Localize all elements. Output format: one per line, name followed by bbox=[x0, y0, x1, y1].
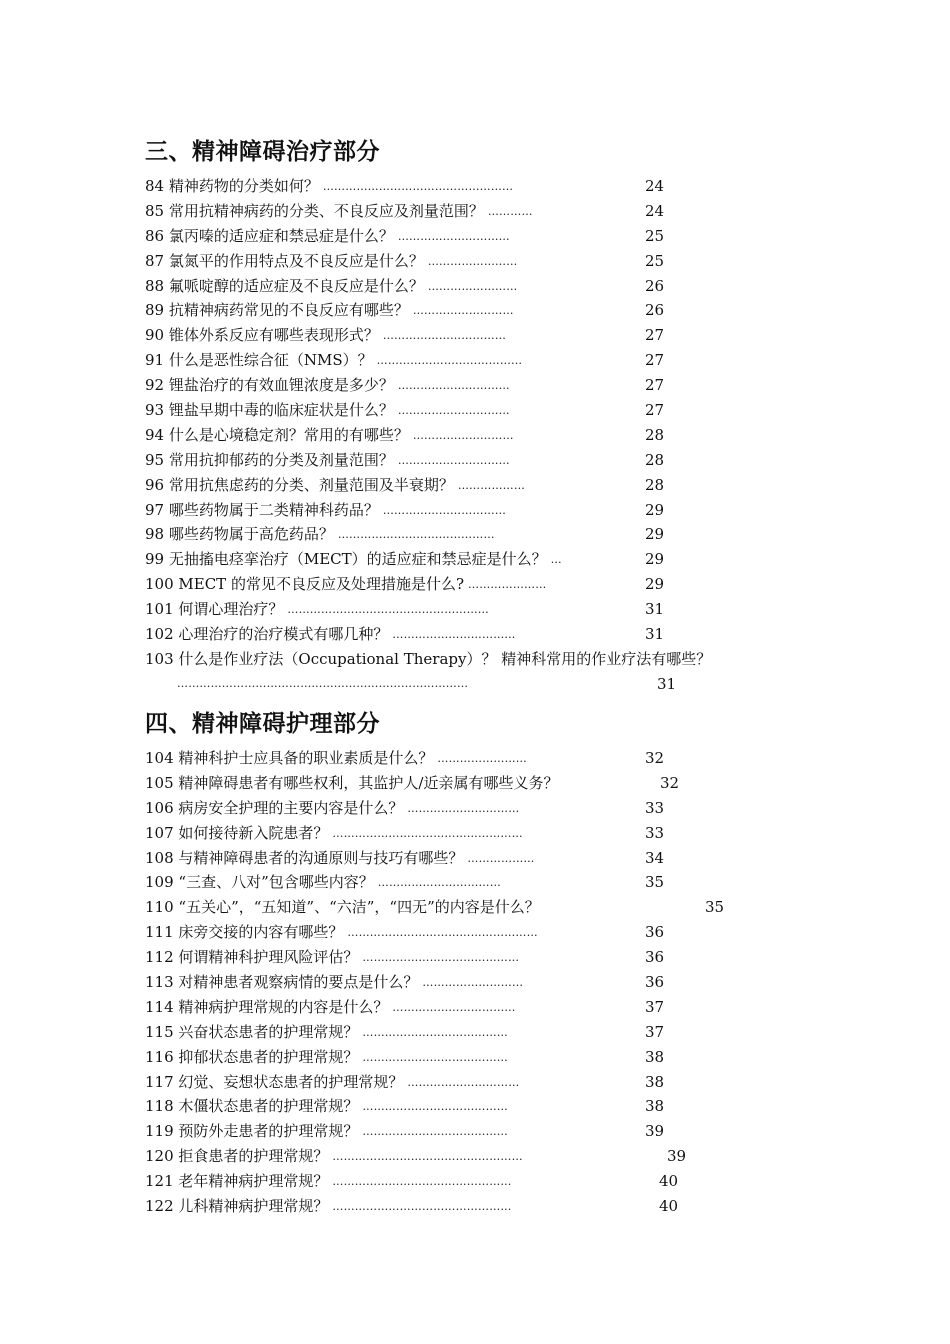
toc-entry-text: 96 常用抗焦虑药的分类、剂量范围及半衰期？ bbox=[145, 475, 454, 494]
toc-page-number: 27 bbox=[645, 351, 665, 370]
toc-entry[interactable] bbox=[145, 870, 745, 895]
toc-entry[interactable] bbox=[145, 423, 745, 448]
toc-leader-dots: ………………………………… bbox=[362, 1100, 509, 1114]
toc-list-treatment bbox=[145, 174, 745, 697]
toc-leader-dots: …………………… bbox=[437, 752, 528, 765]
toc-entry-text: 117 幻觉、妄想状态患者的护理常规？ bbox=[145, 1072, 404, 1091]
toc-entry-text: 107 如何接待新入院患者？ bbox=[145, 823, 329, 842]
toc-entry[interactable] bbox=[145, 945, 745, 970]
toc-entry[interactable] bbox=[145, 274, 745, 299]
toc-page-number: 26 bbox=[645, 276, 665, 295]
toc-entry[interactable] bbox=[145, 522, 745, 547]
toc-leader-dots: …………………… bbox=[427, 279, 518, 293]
toc-page-number: 36 bbox=[645, 948, 665, 967]
toc-entry[interactable] bbox=[145, 323, 745, 348]
toc-entry-text: 89 抗精神病药常见的不良反应有哪些？ bbox=[145, 301, 409, 320]
toc-entry-text: 93 锂盐早期中毒的临床症状是什么？ bbox=[145, 401, 394, 420]
toc-leader-dots: ………………………………………… bbox=[332, 1200, 512, 1214]
toc-entry-text: 116 抑郁状态患者的护理常规？ bbox=[145, 1047, 359, 1066]
toc-page-number: 36 bbox=[645, 923, 665, 942]
toc-entry[interactable] bbox=[145, 647, 745, 697]
toc-entry-text: 114 精神病护理常规的内容是什么？ bbox=[145, 997, 389, 1016]
toc-entry-text: 122 儿科精神病护理常规？ bbox=[145, 1197, 329, 1216]
toc-leader-dots: ………………………… bbox=[397, 379, 510, 393]
toc-page-number: 32 bbox=[645, 749, 665, 767]
toc-entry-text: 106 病房安全护理的主要内容是什么？ bbox=[145, 798, 404, 817]
toc-leader-dots: ……………… bbox=[457, 478, 526, 492]
toc-entry[interactable] bbox=[145, 224, 745, 249]
toc-list-nursing bbox=[145, 746, 745, 1219]
toc-leader-dots: ………………………… bbox=[397, 404, 510, 418]
toc-entry-text: 120 拒食患者的护理常规？ bbox=[145, 1147, 329, 1166]
toc-entry[interactable] bbox=[145, 373, 745, 398]
toc-entry-text: 118 木僵状态患者的护理常规？ bbox=[145, 1097, 359, 1116]
toc-entry-text: 90 锥体外系反应有哪些表现形式？ bbox=[145, 326, 379, 345]
toc-page-number: 27 bbox=[645, 401, 665, 420]
section-title-treatment: 三、精神障碍治疗部分 bbox=[145, 139, 380, 165]
toc-entry-text: 121 老年精神病护理常规？ bbox=[145, 1172, 329, 1191]
toc-entry[interactable] bbox=[145, 1119, 745, 1144]
toc-leader-dots: ………………………… bbox=[397, 453, 510, 467]
toc-entry[interactable] bbox=[145, 1045, 745, 1070]
toc-entry[interactable] bbox=[145, 448, 745, 473]
toc-leader-dots: …………………………………………………………………… bbox=[177, 676, 469, 690]
toc-page-number: 24 bbox=[645, 177, 665, 195]
toc-entry[interactable] bbox=[145, 1094, 745, 1119]
toc-entry-text: 87 氯氮平的作用特点及不良反应是什么？ bbox=[145, 251, 424, 270]
toc-entry-text: 103 什么是作业疗法（Occupational Therapy）？ 精神科常用的作业疗法有哪些？ bbox=[145, 649, 712, 668]
toc-entry[interactable] bbox=[145, 821, 745, 846]
toc-leader-dots: …………………………………………… bbox=[347, 926, 538, 940]
toc-leader-dots: … bbox=[550, 553, 562, 567]
toc-page-number: 38 bbox=[645, 1097, 665, 1116]
toc-entry-text: 101 何谓心理治疗？ bbox=[145, 600, 284, 619]
toc-entry[interactable] bbox=[145, 895, 745, 920]
toc-entry-text: 109 “三查、八对”包含哪些内容？ bbox=[145, 873, 374, 892]
toc-entry-text: 92 锂盐治疗的有效血锂浓度是多少？ bbox=[145, 376, 394, 395]
toc-entry-text: 97 哪些药物属于二类精神科药品？ bbox=[145, 500, 379, 519]
toc-entry[interactable] bbox=[145, 1194, 745, 1219]
toc-leader-dots: …………………………… bbox=[377, 876, 501, 890]
toc-leader-dots: ………………………… bbox=[397, 229, 510, 243]
toc-entry[interactable] bbox=[145, 771, 745, 796]
toc-leader-dots: …………………………… bbox=[382, 503, 507, 517]
toc-page-number: 35 bbox=[645, 873, 665, 892]
toc-page-number: 29 bbox=[645, 575, 665, 594]
toc-entry-text: 119 预防外走患者的护理常规？ bbox=[145, 1122, 359, 1141]
toc-entry[interactable] bbox=[145, 970, 745, 995]
toc-page-number: 39 bbox=[667, 1147, 687, 1166]
toc-entry-text: 110 “五关心”，“五知道”、“六洁”，“四无”的内容是什么？ bbox=[145, 898, 540, 917]
toc-entry[interactable] bbox=[145, 796, 745, 821]
toc-entry[interactable] bbox=[145, 398, 745, 423]
toc-page-number: 40 bbox=[659, 1172, 679, 1191]
toc-leader-dots: …………………… bbox=[427, 254, 518, 268]
toc-page-number: 29 bbox=[645, 500, 665, 519]
toc-entry[interactable] bbox=[145, 995, 745, 1020]
toc-entry-text: 104 精神科护士应具备的职业素质是什么？ bbox=[145, 749, 434, 767]
toc-page-number: 34 bbox=[645, 848, 665, 867]
toc-leader-dots: ………………………………………… bbox=[332, 1175, 512, 1189]
toc-entry-text: 95 常用抗抑郁药的分类及剂量范围？ bbox=[145, 450, 394, 469]
toc-page-number: 26 bbox=[645, 301, 665, 320]
toc-page-number: 27 bbox=[645, 326, 665, 345]
toc-leader-dots: …………………………… bbox=[392, 628, 516, 642]
toc-leader-dots: ……………………… bbox=[422, 976, 524, 990]
toc-leader-dots: …………………………………………… bbox=[332, 1150, 523, 1164]
toc-entry[interactable] bbox=[145, 348, 745, 373]
toc-page-number: 35 bbox=[705, 898, 725, 917]
toc-entry-text: 84 精神药物的分类如何？ bbox=[145, 177, 319, 195]
toc-entry[interactable] bbox=[145, 249, 745, 274]
toc-page-number: 29 bbox=[645, 550, 665, 569]
toc-leader-dots: …………………………………… bbox=[337, 528, 495, 542]
toc-leader-dots: ……………… bbox=[467, 851, 535, 865]
toc-entry-text: 85 常用抗精神病药的分类、不良反应及剂量范围？ bbox=[145, 201, 484, 220]
toc-leader-dots: ……………………… bbox=[412, 304, 514, 318]
toc-leader-dots: ………………………………… bbox=[376, 354, 523, 368]
toc-page-number: 38 bbox=[645, 1047, 665, 1066]
toc-entry[interactable] bbox=[145, 199, 745, 224]
toc-entry-text: 88 氟哌啶醇的适应症及不良反应是什么？ bbox=[145, 276, 424, 295]
toc-leader-dots: ………………………………… bbox=[362, 1025, 509, 1039]
toc-entry[interactable] bbox=[145, 498, 745, 523]
toc-page-number: 32 bbox=[660, 773, 680, 792]
toc-page-number: 28 bbox=[645, 425, 665, 444]
toc-leader-dots: ………………… bbox=[468, 578, 547, 592]
toc-entry[interactable] bbox=[145, 572, 745, 597]
toc-entry[interactable] bbox=[145, 1169, 745, 1194]
toc-leader-dots: ………… bbox=[487, 204, 533, 218]
toc-entry[interactable] bbox=[145, 597, 745, 622]
toc-entry-text: 112 何谓精神科护理风险评估？ bbox=[145, 948, 359, 967]
section-title-nursing: 四、精神障碍护理部分 bbox=[145, 711, 380, 737]
toc-entry[interactable] bbox=[145, 746, 745, 771]
toc-page-number: 37 bbox=[645, 1022, 665, 1041]
toc-page-number: 24 bbox=[645, 201, 665, 220]
toc-entry[interactable] bbox=[145, 298, 745, 323]
toc-entry[interactable] bbox=[145, 622, 745, 647]
toc-entry-text: 111 床旁交接的内容有哪些？ bbox=[145, 923, 344, 942]
toc-page-number: 28 bbox=[645, 450, 665, 469]
toc-leader-dots: ……………………………………………… bbox=[287, 603, 490, 617]
toc-entry-text: 91 什么是恶性综合征（NMS）？ bbox=[145, 351, 373, 370]
toc-leader-dots: …………………………… bbox=[382, 329, 507, 343]
toc-page-number: 29 bbox=[645, 525, 665, 544]
toc-page-number: 40 bbox=[659, 1197, 679, 1216]
toc-page-number: 25 bbox=[645, 251, 665, 270]
toc-page-number: 25 bbox=[645, 226, 665, 245]
toc-leader-dots: ……………………… bbox=[412, 428, 514, 442]
toc-page-number: 33 bbox=[645, 798, 665, 817]
toc-entry-text: 105 精神障碍患者有哪些权利，其监护人/近亲属有哪些义务？ bbox=[145, 773, 559, 792]
toc-leader-dots: ………………………… bbox=[407, 1075, 520, 1089]
toc-entry-text: 86 氯丙嗪的适应症和禁忌症是什么？ bbox=[145, 226, 394, 245]
toc-leader-dots: …………………………………… bbox=[362, 951, 520, 965]
toc-entry[interactable] bbox=[145, 1070, 745, 1095]
toc-page-number: 31 bbox=[645, 625, 665, 644]
toc-leader-dots: …………………………… bbox=[392, 1000, 516, 1014]
toc-entry-text: 108 与精神障碍患者的沟通原则与技巧有哪些？ bbox=[145, 848, 464, 867]
toc-leader-dots: ………………………………… bbox=[362, 1125, 509, 1139]
toc-entry[interactable] bbox=[145, 920, 745, 945]
toc-entry[interactable] bbox=[145, 846, 745, 871]
toc-entry[interactable] bbox=[145, 1144, 745, 1169]
toc-entry-text: 113 对精神患者观察病情的要点是什么？ bbox=[145, 973, 419, 992]
toc-entry-text: 99 无抽搐电痉挛治疗（MECT）的适应症和禁忌症是什么？ bbox=[145, 550, 547, 569]
toc-entry[interactable] bbox=[145, 473, 745, 498]
toc-page-number: 31 bbox=[657, 674, 677, 693]
toc-page-number: 28 bbox=[645, 475, 665, 494]
toc-leader-dots: …………………………………………… bbox=[322, 180, 514, 193]
toc-leader-dots: ………………………………… bbox=[362, 1050, 509, 1064]
toc-leader-dots: ………………………… bbox=[407, 801, 520, 815]
toc-entry[interactable] bbox=[145, 174, 745, 199]
toc-entry-text: 100 MECT 的常见不良反应及处理措施是什么? bbox=[145, 575, 465, 594]
toc-page-number: 38 bbox=[645, 1072, 665, 1091]
toc-entry-text: 115 兴奋状态患者的护理常规？ bbox=[145, 1022, 359, 1041]
toc-entry-text: 102 心理治疗的治疗模式有哪几种？ bbox=[145, 625, 389, 644]
toc-entry-text: 98 哪些药物属于高危药品？ bbox=[145, 525, 334, 544]
toc-entry[interactable] bbox=[145, 1020, 745, 1045]
toc-page-number: 37 bbox=[645, 997, 665, 1016]
toc-page-number: 27 bbox=[645, 376, 665, 395]
toc-entry[interactable] bbox=[145, 547, 745, 572]
toc-entry-text: 94 什么是心境稳定剂？常用的有哪些？ bbox=[145, 425, 409, 444]
toc-page-number: 39 bbox=[645, 1122, 665, 1141]
toc-page-number: 36 bbox=[645, 973, 665, 992]
toc-page-number: 33 bbox=[645, 823, 665, 842]
toc-leader-dots: …………………………………………… bbox=[332, 826, 523, 840]
toc-page-number: 31 bbox=[645, 600, 665, 619]
